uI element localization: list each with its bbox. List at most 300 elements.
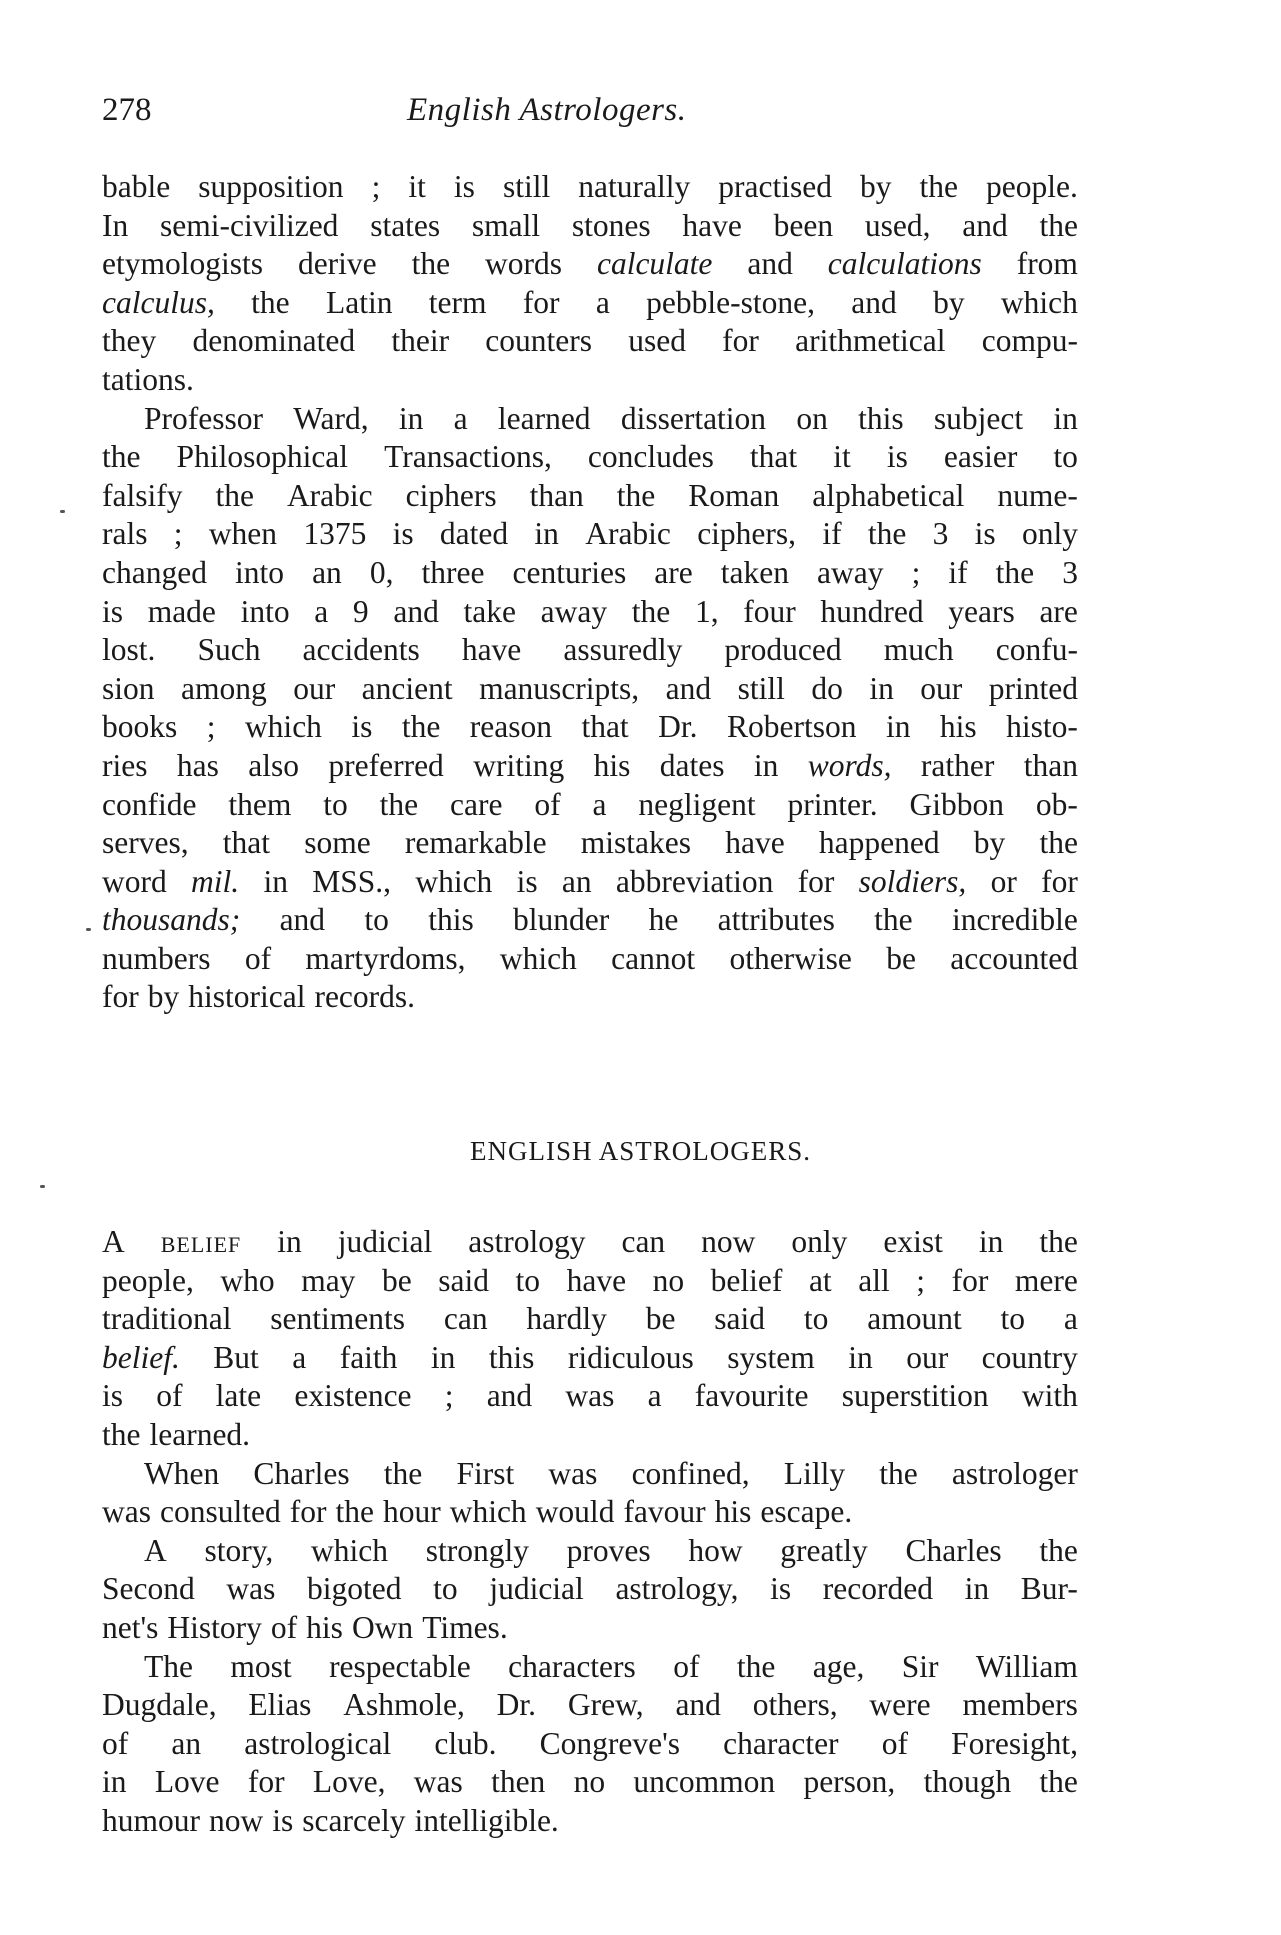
word: hundred <box>820 593 924 629</box>
word: he <box>648 902 679 938</box>
text-line <box>102 901 1078 940</box>
word: no <box>573 1764 606 1800</box>
word: which <box>499 940 577 976</box>
word: when <box>208 516 278 552</box>
word: Professor <box>144 400 263 436</box>
word: historical <box>188 979 306 1015</box>
word: to <box>515 1262 541 1298</box>
word: confu- <box>995 632 1078 668</box>
word: Love <box>154 1764 220 1800</box>
word: Ward, <box>293 400 369 436</box>
word: 3 <box>932 516 949 552</box>
word: used <box>628 323 686 359</box>
word: subject <box>933 400 1024 436</box>
word: this <box>488 1339 535 1375</box>
word: a <box>453 400 468 436</box>
word: that <box>749 439 798 475</box>
word: and <box>665 670 712 706</box>
word: age, <box>812 1648 865 1684</box>
word: semi-civilized <box>160 207 339 243</box>
word: a <box>1063 1301 1078 1337</box>
word: term <box>428 284 487 320</box>
text-run: and <box>747 246 793 282</box>
word: has <box>176 747 219 783</box>
word: for <box>247 1764 285 1800</box>
text-line <box>102 207 1078 246</box>
word: Bur- <box>1020 1571 1078 1607</box>
word: which <box>449 1494 527 1530</box>
word: Congreve's <box>539 1725 681 1761</box>
word: the <box>867 516 907 552</box>
word: strongly <box>425 1532 529 1568</box>
word: the <box>736 1648 776 1684</box>
word: among <box>180 670 267 706</box>
word: some <box>304 825 371 861</box>
word: favour <box>623 1494 706 1530</box>
word: his <box>714 1494 752 1530</box>
word: it <box>408 169 426 204</box>
word: Dr. <box>496 1687 537 1723</box>
word: used, <box>864 207 931 243</box>
word: of <box>156 1378 183 1414</box>
word: his <box>939 709 977 745</box>
word: the <box>879 1455 918 1491</box>
word: to <box>364 902 389 938</box>
word: characters <box>508 1648 636 1684</box>
text-line <box>102 1455 1078 1494</box>
word: net's <box>102 1609 159 1645</box>
word: of <box>270 1609 298 1645</box>
word: exist <box>883 1224 943 1259</box>
word: astrologer <box>951 1455 1078 1491</box>
word: may <box>301 1262 356 1298</box>
word: bigoted <box>307 1571 402 1607</box>
word: the <box>1039 207 1078 243</box>
word: supposition <box>198 169 344 204</box>
word: Gibbon <box>909 786 1004 822</box>
text-line <box>102 438 1078 477</box>
section-heading: ENGLISH ASTROLOGERS. <box>469 1136 812 1166</box>
word: martyrdoms, <box>305 940 466 976</box>
word: Robertson <box>726 709 857 745</box>
word: etymologists <box>102 246 264 282</box>
word: three <box>421 554 485 590</box>
word: our <box>293 670 336 706</box>
word: this <box>428 902 474 938</box>
word: records. <box>314 979 416 1015</box>
word: that <box>581 709 629 745</box>
word: their <box>391 323 450 359</box>
text-line <box>102 1802 1078 1841</box>
text-run: word <box>102 863 167 899</box>
print-speck <box>86 928 91 931</box>
print-speck <box>60 510 65 513</box>
word: arithmetical <box>795 323 946 359</box>
word: states <box>370 207 441 243</box>
word: Transactions, <box>384 439 552 475</box>
small-caps-word: belief <box>160 1224 242 1259</box>
word: naturally <box>578 169 691 204</box>
word: the <box>411 246 451 282</box>
word: Charles <box>905 1532 1002 1568</box>
text-line <box>102 786 1078 825</box>
word: others, <box>752 1687 838 1723</box>
word: serves, <box>102 825 189 861</box>
word: ; <box>916 1262 926 1298</box>
word: ciphers, <box>697 516 797 552</box>
word: in <box>263 863 288 899</box>
word: his <box>593 747 631 783</box>
word: club. <box>434 1725 497 1761</box>
word: But <box>213 1339 259 1375</box>
text-line <box>102 1648 1078 1687</box>
word: most <box>230 1648 292 1684</box>
word: take <box>463 593 516 629</box>
text-line <box>102 708 1078 747</box>
word: the <box>102 1416 141 1452</box>
text-run: from <box>1016 246 1078 282</box>
word: which <box>415 863 493 899</box>
text-line <box>102 1532 1078 1571</box>
word: ; <box>911 554 921 590</box>
word: for <box>722 323 759 359</box>
word: only <box>1021 516 1078 552</box>
text-line <box>102 747 1078 786</box>
word: in <box>398 400 424 436</box>
word: of <box>534 786 561 822</box>
text-line <box>102 1300 1078 1339</box>
word: accidents <box>302 632 420 668</box>
text-line <box>102 863 1078 902</box>
text-line <box>102 1763 1078 1802</box>
text-line <box>102 1262 1078 1301</box>
text-line <box>102 168 1078 207</box>
word: Second <box>102 1571 195 1607</box>
word: A <box>144 1532 167 1568</box>
word: in <box>277 1224 302 1259</box>
word: late <box>215 1378 262 1414</box>
word: Ashmole, <box>343 1687 465 1723</box>
word: printer. <box>787 786 878 822</box>
word: if <box>822 516 842 552</box>
word: a <box>647 1378 662 1414</box>
word: been <box>773 207 834 243</box>
word: for <box>289 1494 327 1530</box>
word: William <box>975 1648 1078 1684</box>
word: by <box>147 979 180 1015</box>
word: otherwise <box>729 940 852 976</box>
word: an <box>561 863 592 899</box>
word: nume- <box>997 477 1078 513</box>
running-title: English Astrologers. <box>407 92 687 128</box>
word: existence <box>294 1378 412 1414</box>
word: can <box>443 1301 488 1337</box>
word: 9 <box>352 593 369 629</box>
text-line <box>102 670 1078 709</box>
word: rather <box>920 747 995 783</box>
word: remarkable <box>404 825 547 861</box>
word: the <box>1039 1764 1078 1800</box>
word: a <box>595 284 610 320</box>
word: ciphers <box>405 477 497 513</box>
word: scarcely <box>302 1802 406 1838</box>
word: judicial <box>489 1571 584 1607</box>
word: belief <box>710 1262 783 1298</box>
word: sion <box>102 670 155 706</box>
word: abbreviation <box>615 863 774 899</box>
word: Love, <box>312 1764 386 1800</box>
word: system <box>727 1339 815 1375</box>
word: When <box>144 1455 220 1491</box>
word: a <box>592 786 607 822</box>
word: superstition <box>841 1378 989 1414</box>
text-line <box>102 1223 1078 1262</box>
text-line <box>102 1339 1078 1378</box>
word: still <box>737 670 785 706</box>
word: dissertation <box>620 400 767 436</box>
word: dated <box>439 516 509 552</box>
word: in <box>978 1224 1004 1259</box>
word: for <box>951 1262 989 1298</box>
word: is <box>453 169 475 204</box>
text-line <box>102 593 1078 632</box>
text-line <box>102 1493 1078 1532</box>
word: if <box>948 554 968 590</box>
word: by <box>973 825 1006 861</box>
word: an <box>171 1725 202 1761</box>
word: the <box>335 1494 374 1530</box>
word: away <box>540 593 608 629</box>
word: confide <box>102 786 197 822</box>
word: astrology, <box>615 1571 739 1607</box>
word: the <box>995 554 1035 590</box>
word: and <box>962 207 1008 243</box>
word: in <box>848 1339 873 1375</box>
word: be <box>381 1262 412 1298</box>
word: reason <box>469 709 552 745</box>
word: to <box>1053 439 1078 475</box>
word: learned <box>497 400 591 436</box>
word: they <box>102 323 157 359</box>
word: have <box>725 825 785 861</box>
italic-term: calculate <box>596 246 713 282</box>
word: then <box>491 1764 546 1800</box>
word: ; <box>444 1378 454 1414</box>
word: a <box>292 1339 307 1375</box>
word: Grew, <box>567 1687 644 1723</box>
word: the <box>379 786 419 822</box>
text-line <box>102 1416 1078 1455</box>
word: to <box>803 1301 829 1337</box>
text-line <box>102 400 1078 439</box>
word: sentiments <box>270 1301 406 1337</box>
text-line <box>102 978 1078 1017</box>
word: with <box>1021 1378 1078 1414</box>
word: the <box>1039 1532 1078 1568</box>
word: learned. <box>149 1416 251 1452</box>
word: said <box>714 1301 766 1337</box>
word: years <box>948 593 1015 629</box>
word: is <box>392 516 414 552</box>
word: produced <box>724 632 842 668</box>
word: mistakes <box>580 825 692 861</box>
word: pebble-stone, <box>646 284 815 320</box>
word: person, <box>803 1764 896 1800</box>
word: in <box>430 1339 456 1375</box>
word: no <box>652 1262 685 1298</box>
word: proves <box>566 1532 651 1568</box>
word: who <box>220 1262 275 1298</box>
word: small <box>471 207 541 243</box>
word: for <box>1041 863 1078 899</box>
word: books <box>102 709 178 745</box>
word: Arabic <box>286 477 373 513</box>
word: by <box>859 169 892 204</box>
word: cannot <box>611 940 696 976</box>
text-line <box>102 245 1078 284</box>
text-line <box>102 1609 1078 1648</box>
word: judicial <box>337 1224 433 1259</box>
word: is <box>516 863 538 899</box>
word: in <box>1053 400 1078 436</box>
text-line <box>102 631 1078 670</box>
word: preferred <box>328 747 444 783</box>
italic-term: mil. <box>191 863 240 899</box>
word: attributes <box>717 902 835 938</box>
word: into <box>240 593 290 629</box>
word: and <box>486 1378 533 1414</box>
word: to <box>1000 1301 1026 1337</box>
word: by <box>933 284 965 320</box>
word: the <box>919 169 958 204</box>
word: in <box>102 1764 127 1800</box>
word: members <box>962 1687 1078 1723</box>
word: hardly <box>526 1301 607 1337</box>
word: Dugdale, <box>102 1687 217 1723</box>
word: country <box>981 1339 1078 1375</box>
word: ; <box>371 169 381 204</box>
word: still <box>502 169 551 204</box>
word: would <box>535 1494 615 1530</box>
italic-term: calculus, <box>102 284 215 320</box>
word: is <box>974 516 996 552</box>
word: ridiculous <box>567 1339 694 1375</box>
text-line <box>102 284 1078 323</box>
word: now <box>701 1224 756 1259</box>
word: Sir <box>901 1648 939 1684</box>
word: concludes <box>587 439 714 475</box>
word: stones <box>571 207 651 243</box>
word: have <box>461 632 522 668</box>
word: numbers <box>102 940 211 976</box>
paragraph-block-astrologers <box>102 1223 1078 1841</box>
word: alphabetical <box>812 477 965 513</box>
word: for <box>522 284 560 320</box>
word: is <box>272 1802 294 1838</box>
word: denominated <box>192 323 356 359</box>
word: the <box>102 439 141 475</box>
word: astrological <box>244 1725 392 1761</box>
word: traditional <box>102 1301 232 1337</box>
word: astrology <box>468 1224 586 1259</box>
word: compu- <box>981 323 1078 359</box>
word: be <box>886 940 916 976</box>
word: though <box>923 1764 1012 1800</box>
word: practised <box>718 169 832 204</box>
italic-term: thousands; <box>102 902 241 938</box>
word: recorded <box>822 1571 933 1607</box>
word: than <box>529 477 584 513</box>
word: dates <box>659 747 725 783</box>
word: rals <box>102 516 148 552</box>
word: faith <box>339 1339 398 1375</box>
italic-term: words, <box>807 747 892 783</box>
word: was <box>226 1571 276 1607</box>
word: or <box>990 863 1017 899</box>
word: than <box>1023 747 1078 783</box>
word: 3 <box>1062 554 1078 590</box>
word: story, <box>204 1532 274 1568</box>
word: on <box>796 400 828 436</box>
word: much <box>883 632 954 668</box>
text-line <box>102 1725 1078 1764</box>
word: in <box>753 747 779 783</box>
text-line <box>102 477 1078 516</box>
word: the <box>401 709 441 745</box>
word: ; <box>206 709 216 745</box>
word: his <box>306 1609 343 1645</box>
word: for <box>102 979 139 1015</box>
word: Foresight, <box>951 1725 1078 1761</box>
word: and <box>279 902 326 938</box>
word: Such <box>197 632 261 668</box>
text-line <box>102 824 1078 863</box>
word: centuries <box>512 554 627 590</box>
word: Times. <box>422 1609 508 1645</box>
word: and <box>851 284 897 320</box>
word: the <box>1039 1224 1078 1259</box>
word: MSS., <box>312 863 392 899</box>
word: were <box>869 1687 931 1723</box>
text-line <box>102 554 1078 593</box>
word: amount <box>867 1301 962 1337</box>
print-speck <box>40 1185 45 1188</box>
text-line <box>102 361 1078 400</box>
word: Philosophical <box>176 439 349 475</box>
word: escape. <box>760 1494 853 1530</box>
word: 1375 <box>303 516 367 552</box>
word: bable <box>102 169 171 204</box>
word: was <box>565 1378 615 1414</box>
italic-term: soldiers, <box>858 863 967 899</box>
word: assuredly <box>563 632 683 668</box>
word: tations. <box>102 361 194 397</box>
word: writing <box>473 747 565 783</box>
word: easier <box>943 439 1018 475</box>
word: in <box>534 516 559 552</box>
word: at <box>808 1262 832 1298</box>
word: 1, <box>694 593 719 629</box>
word: the <box>616 477 656 513</box>
word: Elias <box>248 1687 312 1723</box>
word: accounted <box>950 940 1078 976</box>
word: to <box>323 786 348 822</box>
paragraph-block-calculus <box>102 168 1078 1017</box>
word: ancient <box>361 670 453 706</box>
italic-term: belief. <box>102 1339 180 1375</box>
running-head <box>102 92 1082 136</box>
word: respectable <box>329 1648 471 1684</box>
